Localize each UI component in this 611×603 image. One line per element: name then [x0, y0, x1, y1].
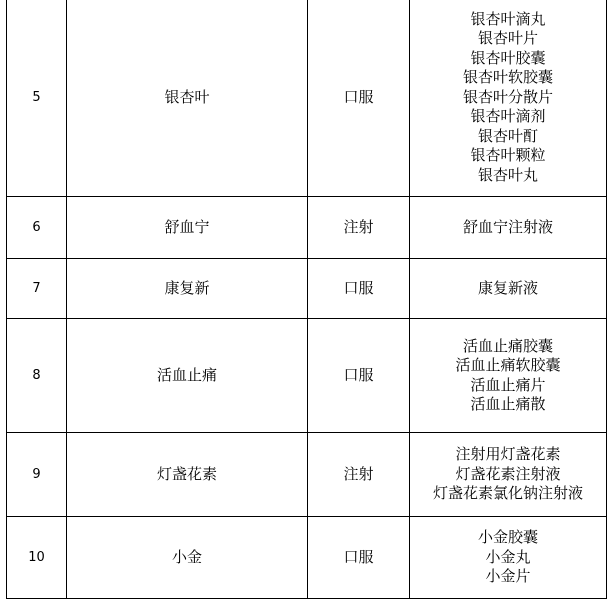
dosage-forms-cell [410, 319, 607, 433]
drug-table [6, 0, 607, 599]
row-number-cell: 8 [7, 319, 67, 433]
table-row [7, 259, 607, 319]
dosage-form-item: 银杏叶颗粒 [470, 146, 546, 165]
drug-name-cell: 小金 [67, 517, 308, 599]
dosage-form-item: 活血止痛软胶囊 [455, 356, 561, 374]
dosage-form-item: 活血止痛散 [470, 395, 546, 413]
dosage-form-item: 银杏叶软胶囊 [462, 68, 553, 87]
row-number-cell: 7 [7, 259, 67, 319]
table-row [7, 197, 607, 259]
dosage-form-item: 银杏叶片 [477, 29, 538, 48]
dosage-form-item: 银杏叶酊 [477, 126, 538, 145]
dosage-form-item: 活血止痛片 [470, 375, 546, 394]
table-row [7, 517, 607, 599]
drug-name-cell: 康复新 [67, 259, 308, 319]
dosage-form-item: 灯盏花素注射液 [455, 464, 561, 483]
dosage-form-item: 舒血宁注射液 [462, 217, 553, 236]
route-cell: 口服 [308, 0, 410, 197]
row-number-cell: 5 [7, 0, 67, 197]
dosage-form-item: 活血止痛胶囊 [462, 336, 553, 355]
dosage-forms-cell [410, 517, 607, 599]
route-cell: 注射 [308, 433, 410, 517]
drug-table-body [7, 0, 607, 599]
dosage-form-item: 注射用灯盏花素 [455, 445, 561, 464]
route-cell: 注射 [308, 197, 410, 259]
dosage-form-item: 小金片 [485, 567, 531, 586]
dosage-forms-cell [410, 0, 607, 197]
dosage-forms-cell [410, 433, 607, 517]
dosage-form-item: 银杏叶丸 [477, 165, 538, 184]
drug-name-cell: 银杏叶 [67, 0, 308, 197]
table-row [7, 0, 607, 197]
table-row [7, 433, 607, 517]
dosage-forms-cell [410, 259, 607, 319]
route-cell: 口服 [308, 517, 410, 599]
dosage-form-item: 康复新液 [477, 278, 538, 297]
dosage-form-item: 小金胶囊 [477, 528, 538, 547]
dosage-form-item: 银杏叶滴剂 [470, 107, 546, 126]
route-cell: 口服 [308, 319, 410, 433]
row-number-cell: 6 [7, 197, 67, 259]
row-number-cell: 9 [7, 433, 67, 517]
drug-name-cell: 舒血宁 [67, 197, 308, 259]
dosage-form-item: 银杏叶胶囊 [470, 48, 546, 67]
drug-name-cell: 活血止痛 [67, 319, 308, 433]
dosage-form-item: 小金丸 [485, 547, 531, 566]
dosage-forms-cell [410, 197, 607, 259]
route-cell: 口服 [308, 259, 410, 319]
drug-name-cell: 灯盏花素 [67, 433, 308, 517]
table-row [7, 319, 607, 433]
dosage-form-item: 银杏叶滴丸 [470, 9, 546, 28]
dosage-form-item: 灯盏花素氯化钠注射液 [432, 484, 583, 503]
dosage-form-item: 银杏叶分散片 [462, 87, 553, 106]
row-number-cell: 10 [7, 517, 67, 599]
